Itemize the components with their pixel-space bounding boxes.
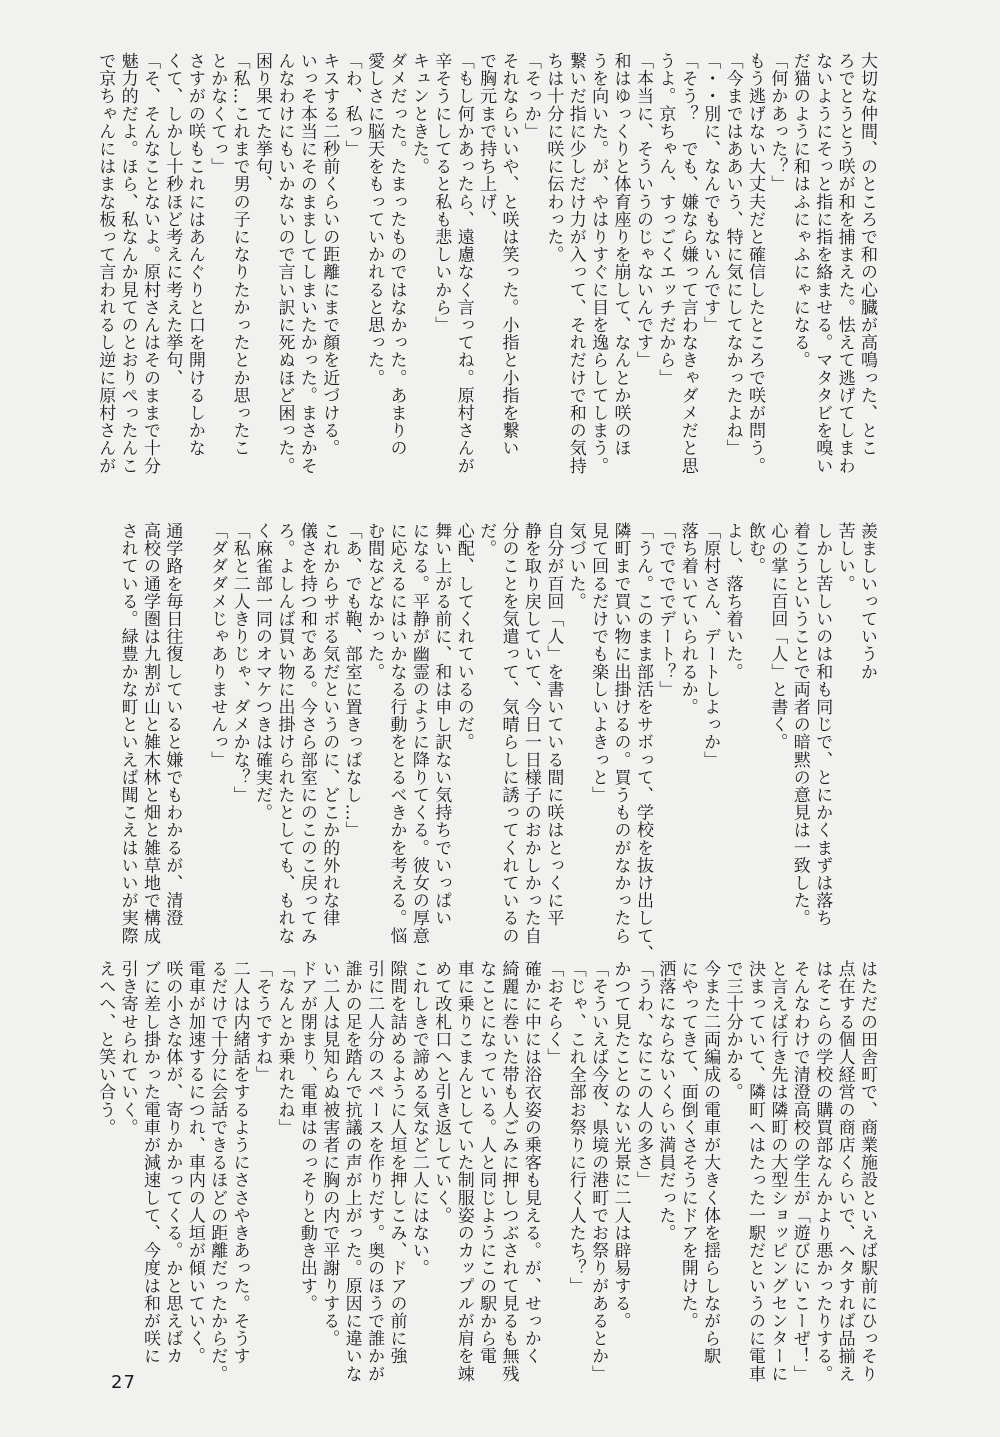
text-column-line: 綺麗に巻いた帯も人ごみに押しつぶされて見るも無残 (498, 960, 519, 1383)
text-column-line: で京ちゃんにはまな板って言われるし逆に原村さんが (95, 52, 116, 475)
text-column-line: 羨ましいっていうか (857, 522, 877, 681)
text-column-line: かつて見たことのない光景に二人は辟易する。 (610, 960, 631, 1330)
text-column-line: いっそ本当にそのまましてしまいたかった。まさかそ (296, 52, 317, 475)
text-column-line: 「もし何かあったら、遠慮なく言ってね。原村さんが (453, 52, 474, 475)
text-column-line: 心配、してくれているのだ。 (453, 522, 474, 751)
text-column-line: 点在する個人経営の商店くらいで、ヘタすれば品揃え (834, 960, 855, 1383)
text-column-line: くて、しかし十秒ほど考えに考えた挙句、 (162, 52, 183, 387)
text-column-line: で三十分かかる。 (722, 960, 743, 1101)
text-column-line: もう逃げない大丈夫だと確信したところで咲が問う。 (744, 52, 765, 475)
text-column-line: い二人は見知らぬ被害者に胸の内で平謝りする。 (319, 960, 340, 1348)
text-column-line: 「そっか」 (520, 52, 541, 140)
text-column-line: ダメだった。たまったものではなかった。あまりの (386, 52, 407, 457)
text-column-line: 和はゆっくりと体育座りを崩して、なんとか咲のほ (610, 52, 631, 457)
text-column-line: なことになっている。人と同じようにこの駅から電 (476, 960, 497, 1365)
text-column-line: に応えるにはいかなる行動をとるべきかを考える。悩 (386, 522, 407, 945)
text-column-line: だ。 (476, 522, 497, 558)
text-column-line: にやってきて、面倒くさそうにドアを開けた。 (677, 960, 698, 1330)
text-column-line: 繋いだ指に少しだけ力が入って、それだけで和の気持 (565, 52, 586, 475)
text-column-line: 「ダダダメじゃありませんっ」 (207, 522, 228, 769)
text-column-line: されている。緑豊かな町といえば聞こえはいいが実際 (117, 522, 138, 945)
text-column-line: 辛そうにしてると私も悲しいから」 (431, 52, 452, 334)
text-column-line: ろでとうとう咲が和を捕まえた。怯えて逃げてしまわ (834, 52, 855, 475)
text-column-line: 見て回るだけでも楽しいよきっと」 (588, 522, 609, 804)
text-column-line: 通学路を毎日往復していると嫌でもわかるが、清澄 (162, 522, 183, 927)
text-column-line: 「そうですね」 (252, 960, 273, 1084)
text-column-line: 魅力的だよ。ほら、私なんか見てのとおりぺったんこ (117, 52, 138, 475)
text-column-line: 「あ、でも鞄、部室に置きっぱなし…」 (341, 522, 362, 839)
text-column-line: 自分が百回「人」を書いている間に咲はとっくに平 (543, 522, 564, 927)
text-column-line: になる。平静が幽霊のように降りてくる。彼女の厚意 (408, 522, 429, 945)
text-column-line: 「今まではああいう、特に気にしてなかったよね」 (722, 52, 743, 457)
text-column-line: 「ででででデート？」 (655, 522, 676, 698)
text-column-line: 誰かの足を踏んで抗議の声が上がった。原因に違いな (341, 960, 362, 1383)
text-block-top (95, 52, 878, 492)
text-column-line: 高校の通学圏は九割が山と雑木林と畑と雑草地で構成 (140, 522, 160, 945)
text-column-line: ないようにそっと指に指を絡ませる。マタタビを嗅い (812, 52, 833, 475)
text-column-line: と言えば行き先は隣町の大型ショッピングセンターに (767, 960, 788, 1383)
text-column-line: んなわけにもいかないので言い訳に死ぬほど困った。 (274, 52, 295, 475)
text-column-line: む間などなかった。 (364, 522, 385, 681)
text-column-line: 「じゃ、これ全部お祭りに行く人たち？」 (565, 960, 586, 1295)
text-column-line: 「わ、私っ」 (341, 52, 362, 158)
text-column-line: 「なんとか乗れたね」 (274, 960, 295, 1136)
text-column-line: 引に二人分のスペースを作りだす。奥のほうで誰かが (364, 960, 385, 1383)
text-column-line: 決まっていて、隣町へはたった一駅だというのに電車 (744, 960, 765, 1383)
text-column-line: 舞い上がる前に、和は申し訳ない気持ちでいっぱい (431, 522, 452, 927)
text-column-line: えへへ、と笑い合う。 (95, 960, 116, 1136)
text-column-line: 分のことを気遣って、気晴らしに誘ってくれているの (498, 522, 519, 945)
text-column-line: 「私と二人きりじゃ、ダメかな？」 (229, 522, 250, 804)
text-column-line: 「・・別に、なんでもないんです」 (700, 52, 721, 334)
text-column-line: 「うん。このまま部活をサボって、学校を抜け出して、 (632, 522, 653, 962)
text-column-line: く麻雀部一同のオマケつきは確実だ。 (252, 522, 273, 822)
text-column-line (183, 522, 205, 934)
text-column-line: 飲む。 (744, 522, 765, 575)
text-column-line: ちは十分に咲に伝わった。 (543, 52, 564, 264)
text-column-line: 「原村さん、デートしよっか」 (700, 522, 721, 769)
text-column-line: 引き寄せられていく。 (117, 960, 138, 1136)
text-column-line: 隣町まで買い物に出掛けるの。買うものがなかったら (610, 522, 631, 945)
text-column-line: 困り果てた挙句、 (252, 52, 273, 193)
text-column-line: さすがの咲もこれにはあんぐりと口を開けるしかな (184, 52, 205, 457)
text-column-line: よし、落ち着いた。 (722, 522, 743, 681)
text-column-line: うを向いた。が、やはりすぐに目を逸らしてしまう。 (588, 52, 609, 475)
text-column-line: 静を取り戻していて、今日一日様子のおかしかった自 (520, 522, 541, 945)
text-column-line: 着こうということで両者の暗黙の意見は一致した。 (789, 522, 810, 927)
text-column-line: ろ。よしんば買い物に出掛けられたとしても、もれな (274, 522, 295, 945)
text-column-line: 大切な仲間、のところで和の心臓が高鳴った、とこ (857, 52, 877, 457)
text-column-line: 苦しい。 (834, 522, 855, 593)
text-column-line: これしきで諦める気など二人にはない。 (408, 960, 429, 1277)
text-column-line: キスする二秒前くらいの距離にまで顔を近づける。 (319, 52, 340, 457)
text-column-line: そんなわけで清澄高校の学生が「遊びにいこーぜ！」 (789, 960, 810, 1383)
text-column-line: 車に乗りこまんとしていた制服姿のカップルが肩を竦 (453, 960, 474, 1383)
text-column-line: 洒落にならないくらい満員だった。 (655, 960, 676, 1242)
text-column-line: 確かに中には浴衣姿の乗客も見える。が、せっかく (520, 960, 541, 1365)
text-column-line: これからサボる気だというのに、どこか的外れな律 (319, 522, 340, 927)
text-column-line: 心の掌に百回「人」と書く。 (767, 522, 788, 751)
text-column-line: 「うわ、なにこの人の多さ」 (632, 960, 653, 1189)
text-column-line: 「本当に、そういうのじゃないんです」 (632, 52, 653, 369)
text-column-line: 「そういえば今夜、県境の港町でお祭りがあるとか」 (588, 960, 609, 1383)
text-column-line: はただの田舎町で、商業施設といえば駅前にひっそり (857, 960, 877, 1383)
text-column-line: しかし苦しいのは和も同じで、とにかくまずは落ち (812, 522, 833, 927)
text-column-line: 気づいた。 (565, 522, 586, 610)
text-column-line: うよ。京ちゃん、すっごくエッチだから」 (655, 52, 676, 387)
text-column-line: 落ち着いていられるか。 (677, 522, 698, 716)
text-column-line: 電車が加速するにつれ、車内の人垣が傾いていく。 (184, 960, 205, 1365)
page-number: 27 (111, 1372, 136, 1393)
text-column-line: めて改札口へと引き返していく。 (431, 960, 452, 1224)
text-column-line: るだけで十分に会話できるほどの距離だったからだ。 (207, 960, 228, 1383)
text-column-line: キュンときた。 (408, 52, 429, 176)
text-column-line: 「何かあった？」 (767, 52, 788, 193)
text-column-line: 隙間を詰めるように人垣を押しこみ、ドアの前に強 (386, 960, 407, 1365)
text-column-line: 今また二両編成の電車が大きく体を揺らしながら駅 (700, 960, 721, 1365)
text-column-line: とかなくてっ」 (207, 52, 228, 176)
text-column-line: で胸元まで持ち上げ、 (476, 52, 497, 228)
text-column-line: 「私…これまで男の子になりたかったとか思ったこ (229, 52, 250, 457)
text-column-line: 咲の小さな体が、寄りかかってくる。かと思えばカ (162, 960, 183, 1365)
text-column-line: ドアが閉まり、電車はのっそりと動き出す。 (296, 960, 317, 1312)
text-column-line: だ猫のように和はふにゃふにゃになる。 (789, 52, 810, 369)
text-column-line: 「そ、そんなことないよ。原村さんはそのままで十分 (140, 52, 160, 475)
text-column-line: それならいいや、と咲は笑った。小指と小指を繋い (498, 52, 519, 457)
text-block-middle (117, 522, 878, 962)
text-column-line: 「そう？ でも、嫌なら嫌って言わなきゃダメだと思 (677, 52, 698, 475)
text-column-line: 二人は内緒話をするようにささやきあった。そうす (229, 960, 250, 1365)
text-column-line: 「おそらく」 (543, 960, 564, 1066)
text-column-line: 愛しさに脳天をもっていかれると思った。 (364, 52, 385, 387)
text-column-line: はそこらの学校の購買部なんかより悪かったりする。 (812, 960, 833, 1383)
text-column-line: ブに差し掛かった電車が減速して、今度は和が咲に (140, 960, 160, 1365)
text-column-line: 儀さを持つ和である。今さら部室にのこのこ戻ってみ (296, 522, 317, 945)
